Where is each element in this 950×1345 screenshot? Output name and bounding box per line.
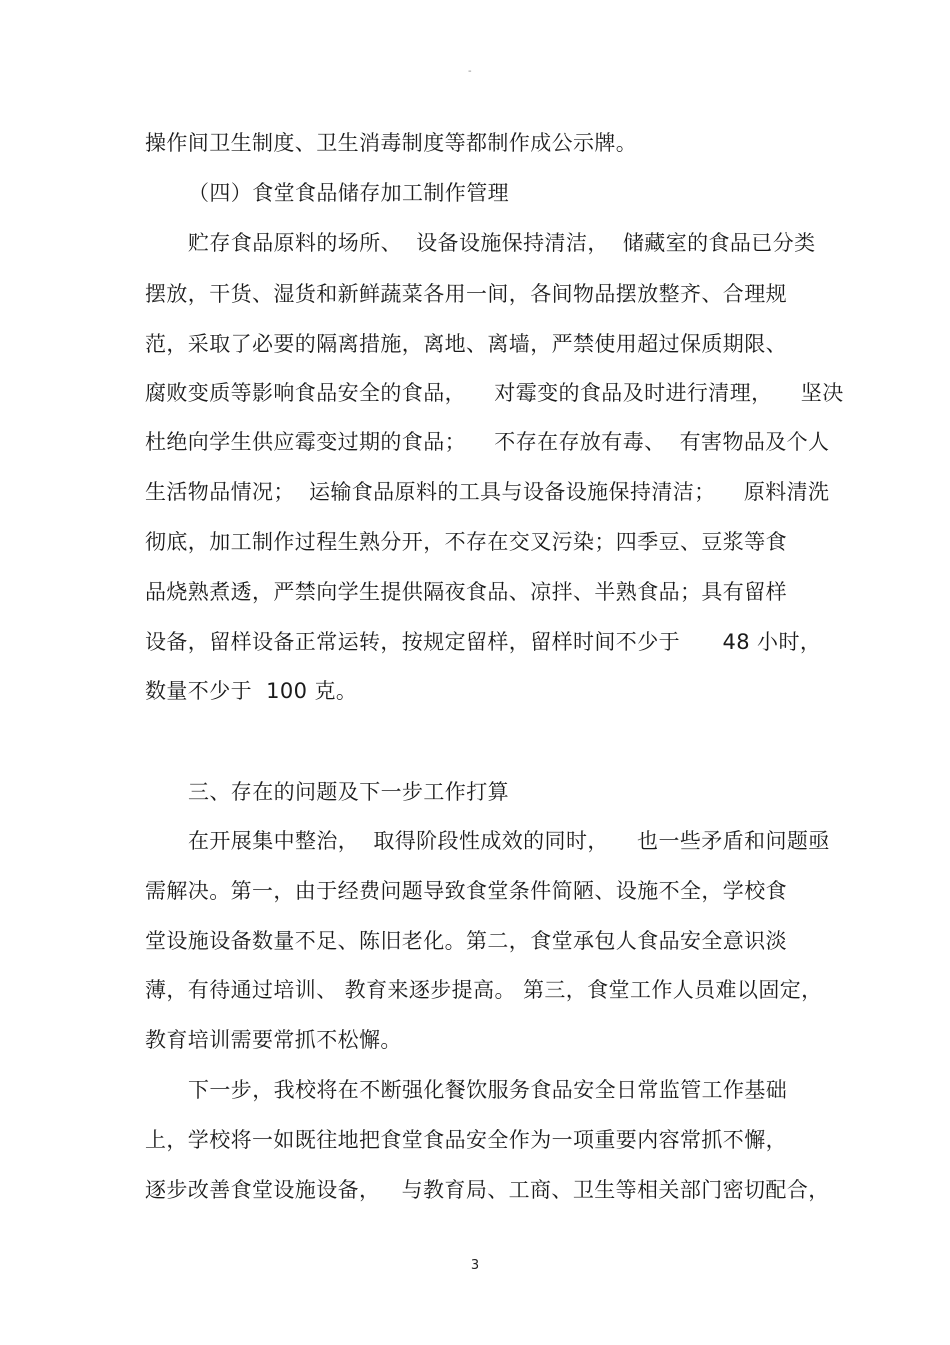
text-line: 设备，留样设备正常运转，按规定留样，留样时间不少于 48 小时， <box>145 630 822 654</box>
page-number: 3 <box>470 1258 480 1273</box>
text-line: 杜绝向学生供应霉变过期的食品； 不存在存放有毒、 有害物品及个人 <box>145 430 830 454</box>
text-line: 教育培训需要常抓不松懈。 <box>145 1028 402 1052</box>
text-line: 彻底，加工制作过程生熟分开，不存在交叉污染；四季豆、豆浆等食 <box>145 530 787 554</box>
text-line: 堂设施设备数量不足、陈旧老化。第二，食堂承包人食品安全意识淡 <box>145 929 787 953</box>
text-line: 贮存食品原料的场所、 设备设施保持清洁， 储藏室的食品已分类 <box>188 231 816 255</box>
text-line: 薄，有待通过培训、 教育来逐步提高。 第三，食堂工作人员难以固定， <box>145 978 823 1002</box>
text-line: 需解决。第一，由于经费问题导致食堂条件简陋、设施不全，学校食 <box>145 879 787 903</box>
text-line: 腐败变质等影响食品安全的食品， 对霉变的食品及时进行清理， 坚决 <box>145 381 844 405</box>
text-line: 逐步改善食堂设施设备， 与教育局、工商、卫生等相关部门密切配合， <box>145 1178 830 1202</box>
text-line: 操作间卫生制度、卫生消毒制度等都制作成公示牌。 <box>145 131 638 155</box>
text-line: 下一步，我校将在不断强化餐饮服务食品安全日常监管工作基础 <box>188 1078 788 1102</box>
section-heading: 三、存在的问题及下一步工作打算 <box>188 780 509 804</box>
text-line: 上，学校将一如既往地把食堂食品安全作为一项重要内容常抓不懈， <box>145 1128 787 1152</box>
section-heading: （四）食堂食品储存加工制作管理 <box>188 181 509 205</box>
header-mark: - <box>468 66 472 77</box>
text-line: 在开展集中整治， 取得阶段性成效的同时， 也一些矛盾和问题亟 <box>188 829 830 853</box>
text-line: 摆放，干货、湿货和新鲜蔬菜各用一间，各间物品摆放整齐、合理规 <box>145 282 787 306</box>
text-line: 数量不少于 100 克。 <box>145 679 358 703</box>
text-line: 生活物品情况； 运输食品原料的工具与设备设施保持清洁； 原料清洗 <box>145 480 830 504</box>
text-line: 品烧熟煮透，严禁向学生提供隔夜食品、凉拌、半熟食品；具有留样 <box>145 580 787 604</box>
text-line: 范，采取了必要的隔离措施，离地、离墙，严禁使用超过保质期限、 <box>145 332 787 356</box>
